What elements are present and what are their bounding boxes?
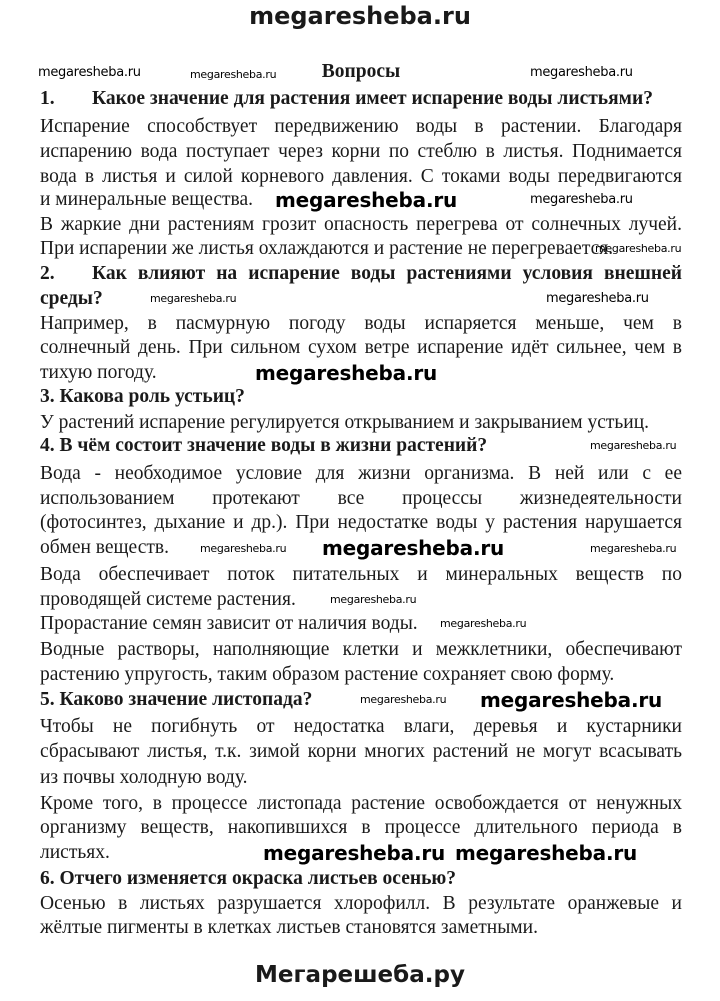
question-heading: [40, 262, 682, 286]
answer-line: При испарении же листья охлаждаются и растение не перегревается.: [40, 238, 614, 259]
watermark: megaresheba.ru: [255, 361, 438, 385]
answer-line: солнечный день. При сильном сухом ветре испарение идёт сильнее, чем в: [40, 337, 682, 358]
site-header[interactable]: megaresheba.ru: [249, 2, 471, 30]
watermark: megaresheba.ru: [150, 292, 237, 305]
watermark: megaresheba.ru: [263, 841, 446, 865]
answer-line: Водные растворы, наполняющие клетки и межклетники, обеспечивают: [40, 639, 682, 660]
question-heading: 3. Какова роль устьиц?: [40, 386, 245, 407]
watermark: megaresheba.ru: [546, 291, 649, 306]
question-number: 1.: [40, 88, 55, 109]
watermark: megaresheba.ru: [530, 65, 633, 80]
watermark: megaresheba.ru: [590, 542, 677, 555]
answer-line: из почвы холодную воду.: [40, 767, 248, 788]
answer-line: тихую погоду.: [40, 362, 157, 383]
site-footer[interactable]: Мегарешеба.ру: [255, 962, 465, 988]
question-heading: [40, 87, 682, 111]
question-heading: 5. Каково значение листопада?: [40, 689, 313, 710]
watermark: megaresheba.ru: [322, 536, 505, 560]
answer-line: обмен веществ.: [40, 537, 169, 558]
watermark: megaresheba.ru: [480, 688, 663, 712]
watermark: megaresheba.ru: [360, 693, 447, 706]
answer-line: Например, в пасмурную погоду воды испаряется меньше, чем в: [40, 313, 682, 334]
answer-line: Кроме того, в процессе листопада растение освобождается от ненужных: [40, 793, 682, 814]
answer-line: Осенью в листьях разрушается хлорофилл. В результате оранжевые и: [40, 893, 682, 914]
answer-line: вода в листья и силой корневого давления. С токами воды передвигаются: [40, 166, 682, 187]
answer-line: Вода обеспечивает поток питательных и минеральных веществ по: [40, 564, 682, 585]
watermark: megaresheba.ru: [275, 188, 458, 212]
answer-line: испарению вода поступает через корни по стеблю в листья. Поднимается: [40, 141, 682, 162]
watermark: megaresheba.ru: [455, 841, 638, 865]
answer-line: (фотосинтез, дыхание и др.). При недостатке воды у растения нарушается: [40, 512, 682, 533]
question-text: Как влияют на испарение воды растениями условия внешней: [92, 263, 682, 284]
answer-line: Вода - необходимое условие для жизни организма. В ней или с ее: [40, 463, 682, 484]
answer-line: сбрасывают листья, т.к. зимой корни многих растений не могут всасывать: [40, 741, 682, 762]
watermark: megaresheba.ru: [200, 542, 287, 555]
watermark: megaresheba.ru: [595, 242, 682, 255]
answer-line: листьях.: [40, 842, 110, 863]
watermark: megaresheba.ru: [38, 65, 141, 80]
question-heading: Вопросы: [321, 61, 401, 82]
watermark: megaresheba.ru: [440, 617, 527, 630]
question-number: 2.: [40, 263, 55, 284]
watermark: megaresheba.ru: [530, 192, 633, 207]
answer-line: растению упругость, таким образом растение сохраняет свою форму.: [40, 664, 615, 685]
watermark: megaresheba.ru: [590, 439, 677, 452]
question-heading: 6. Отчего изменяется окраска листьев осенью?: [40, 868, 457, 889]
question-text: Какое значение для растения имеет испарение воды листьями?: [92, 88, 653, 109]
question-heading: среды?: [40, 288, 103, 309]
answer-line: организму веществ, накопившихся в процессе длительного периода в: [40, 817, 682, 838]
answer-line: У растений испарение регулируется открыванием и закрыванием устьиц.: [40, 412, 650, 433]
watermark: megaresheba.ru: [330, 593, 417, 606]
answer-line: Прорастание семян зависит от наличия воды.: [40, 613, 418, 634]
answer-line: проводящей системе растения.: [40, 589, 296, 610]
answer-line: жёлтые пигменты в клетках листьев становятся заметными.: [40, 917, 538, 938]
answer-line: Чтобы не погибнуть от недостатка влаги, деревья и кустарники: [40, 716, 682, 737]
answer-line: использованием протекают все процессы жизнедеятельности: [40, 488, 682, 509]
answer-line: Испарение способствует передвижению воды в растении. Благодаря: [40, 116, 682, 137]
answer-line: В жаркие дни растениям грозит опасность перегрева от солнечных лучей.: [40, 214, 682, 235]
watermark: megaresheba.ru: [190, 68, 277, 81]
answer-line: и минеральные вещества.: [40, 189, 254, 210]
question-heading: 4. В чём состоит значение воды в жизни растений?: [40, 435, 488, 456]
